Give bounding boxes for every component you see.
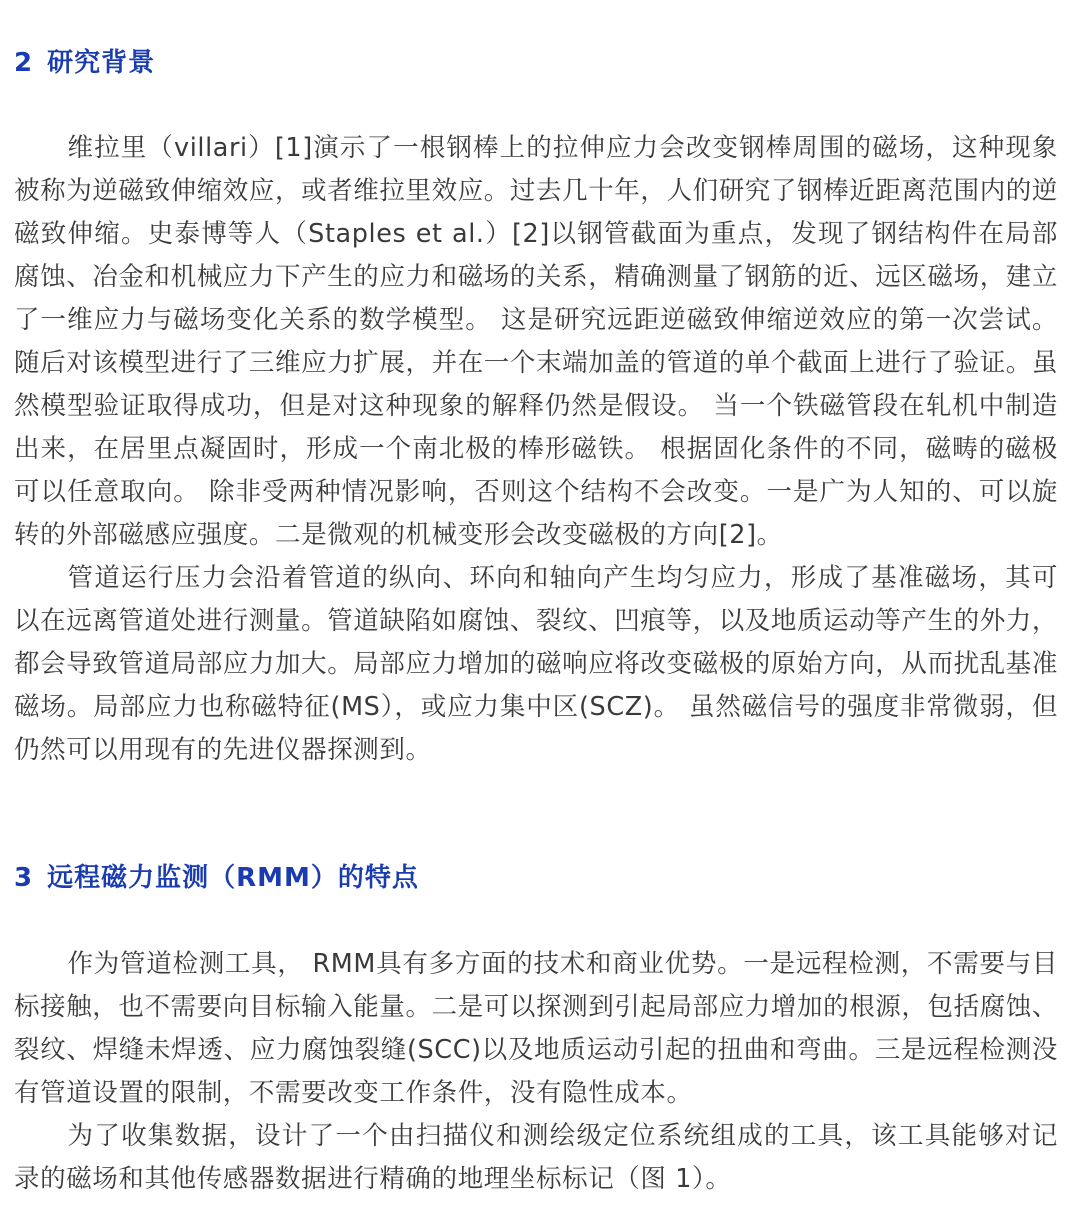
- section-body-rmm-features: [14, 943, 1058, 1201]
- body-paragraph: 为了收集数据，设计了一个由扫描仪和测绘级定位系统组成的工具，该工具能够对记录的磁场和其他传感器数据进行精确的地理坐标标记（图 1）。: [14, 1121, 1058, 1194]
- body-paragraph: 管道运行压力会沿着管道的纵向、环向和轴向产生均匀应力，形成了基准磁场，其可以在远离管道处进行测量。管道缺陷如腐蚀、裂纹、凹痕等，以及地质运动等产生的外力，都会导致管道局部应力加大。局部应力增加的磁响应将改变磁极的原始方向，从而扰乱基准磁场。局部应力也称磁特征(MS），或应力集中区(SCZ)。 虽然磁信号的强度非常微弱，但仍然可以用现有的先进仪器探测到。: [14, 563, 1059, 765]
- section-heading-rmm-features: [14, 861, 419, 895]
- body-paragraph: 维拉里（villari）[1]演示了一根钢棒上的拉伸应力会改变钢棒周围的磁场，这种现象被称为逆磁致伸缩效应，或者维拉里效应。过去几十年，人们研究了钢棒近距离范围内的逆磁致伸缩。史泰博等人（Staples et al.）[2]以钢管截面为重点，发现了钢结构件在局部腐蚀、冶金和机械应力下产生的应力和磁场的关系，精确测量了钢筋的近、远区磁场，建立了一维应力与磁场变化关系的数学模型。 这是研究远距逆磁致伸缩逆效应的第一次尝试。随后对该模型进行了三维应力扩展，并在一个末端加盖的管道的单个截面上进行了验证。虽然模型验证取得成功，但是对这种现象的解释仍然是假设。 当一个铁磁管段在轧机中制造出来，在居里点凝固时，形成一个南北极的棒形磁铁。 根据固化条件的不同，磁畴的磁极可以任意取向。 除非受两种情况影响，否则这个结构不会改变。一是广为人知的、可以旋转的外部磁感应强度。二是微观的机械变形会改变磁极的方向[2]。: [14, 133, 1059, 550]
- section-number: 3: [14, 863, 34, 893]
- section-title: 远程磁力监测（RMM）的特点: [47, 863, 419, 893]
- section-body-research-background: [14, 127, 1058, 772]
- section-heading-research-background: [14, 46, 155, 80]
- section-number: 2: [14, 48, 34, 78]
- section-title: 研究背景: [47, 48, 156, 78]
- body-paragraph: 作为管道检测工具， RMM具有多方面的技术和商业优势。一是远程检测，不需要与目标接触，也不需要向目标输入能量。二是可以探测到引起局部应力增加的根源，包括腐蚀、裂纹、焊缝未焊透、应力腐蚀裂缝(SCC)以及地质运动引起的扭曲和弯曲。三是远程检测没有管道设置的限制，不需要改变工作条件，没有隐性成本。: [14, 949, 1059, 1108]
